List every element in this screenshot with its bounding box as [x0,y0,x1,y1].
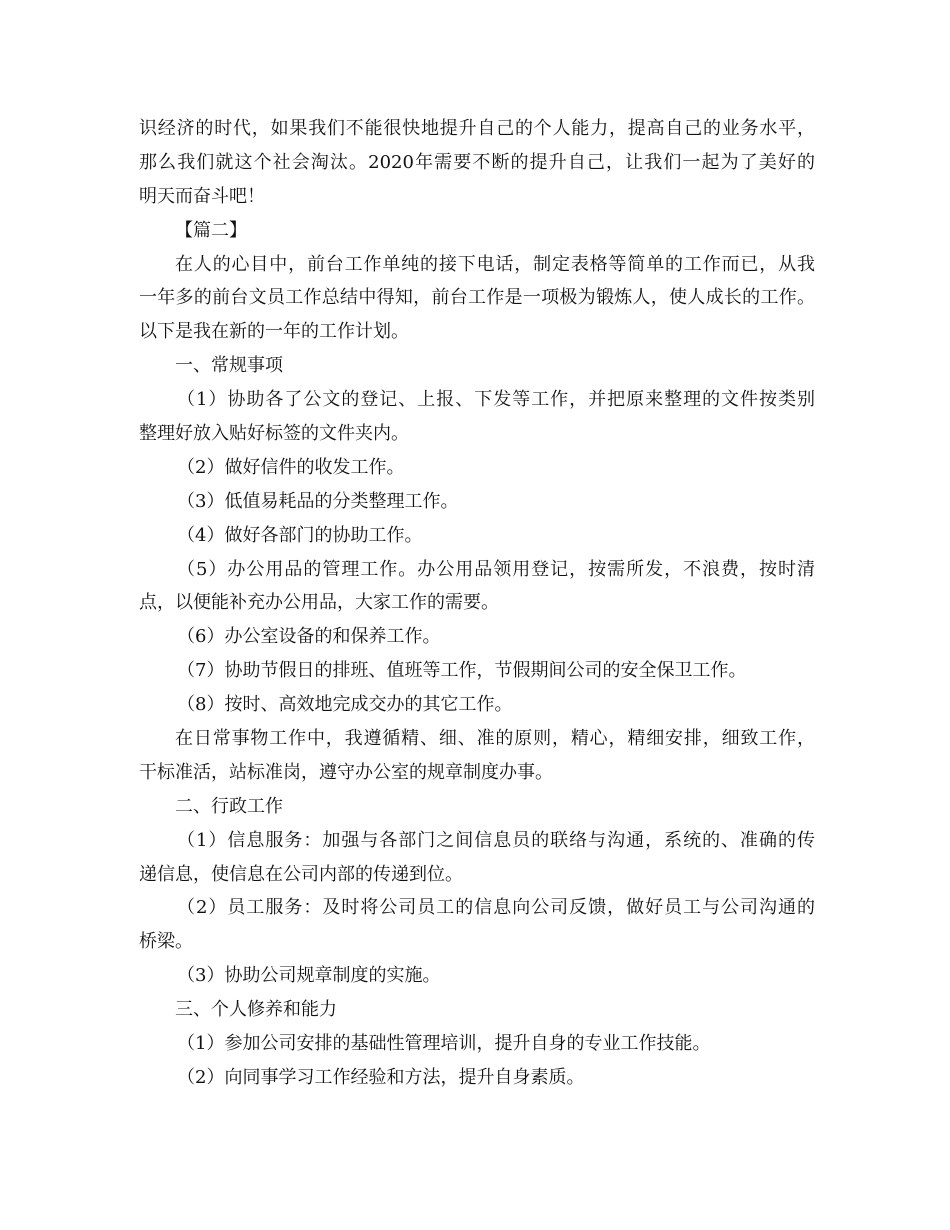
list-item: （1）协助各了公文的登记、上报、下发等工作，并把原来整理的文件按类别 [177,389,815,411]
list-item: （3）协助公司规章制度的实施。 [177,965,441,987]
text-line: 递信息，使信息在公司内部的传递到位。 [139,863,463,885]
text-line: 点，以便能补充办公用品，大家工作的需要。 [139,592,499,614]
text-line: 在人的心目中，前台工作单纯的接下电话，制定表格等简单的工作而已，从我 [175,253,815,275]
list-item: （7）协助节假日的排班、值班等工作，节假期间公司的安全保卫工作。 [177,660,747,682]
list-item: （4）做好各部门的协助工作。 [177,524,423,546]
list-item: （1）信息服务：加强与各部门之间信息员的联络与沟通，系统的、准确的传 [177,829,815,851]
text-line: 在日常事物工作中，我遵循精、细、准的原则，精心，精细安排，细致工作， [175,728,815,750]
section-heading: 一、常规事项 [175,355,283,377]
text-line: 桥梁。 [139,931,193,953]
text-line: 以下是我在新的一年的工作计划。 [139,321,409,343]
text-line: 干标准活，站标准岗，遵守办公室的规章制度办事。 [139,761,553,783]
section-heading: 【篇二】 [175,219,247,241]
list-item: （2）做好信件的收发工作。 [177,456,405,478]
section-heading: 三、个人修养和能力 [175,999,337,1021]
list-item: （6）办公室设备的和保养工作。 [177,626,441,648]
text-line: 识经济的时代，如果我们不能很快地提升自己的个人能力，提高自己的业务水平， [139,118,815,139]
list-item: （2）员工服务：及时将公司员工的信息向公司反馈，做好员工与公司沟通的 [177,897,815,919]
text-line: 一年多的前台文员工作总结中得知，前台工作是一项极为锻炼人，使人成长的工作。 [139,287,815,309]
list-item: （5）办公用品的管理工作。办公用品领用登记，按需所发，不浪费，按时清 [177,558,815,580]
text-line: 明天而奋斗吧！ [139,185,265,207]
section-heading: 二、行政工作 [175,795,283,817]
document-body [139,112,815,1095]
list-item: （1）参加公司安排的基础性管理培训，提升自身的专业工作技能。 [177,1033,711,1055]
list-item: （3）低值易耗品的分类整理工作。 [177,490,459,512]
list-item: （8）按时、高效地完成交办的其它工作。 [177,694,513,716]
text-line: 那么我们就这个社会淘汰。2020年需要不断的提升自己，让我们一起为了美好的 [139,151,815,173]
list-item: （2）向同事学习工作经验和方法，提升自身素质。 [177,1066,585,1088]
text-line: 整理好放入贴好标签的文件夹内。 [139,423,409,445]
